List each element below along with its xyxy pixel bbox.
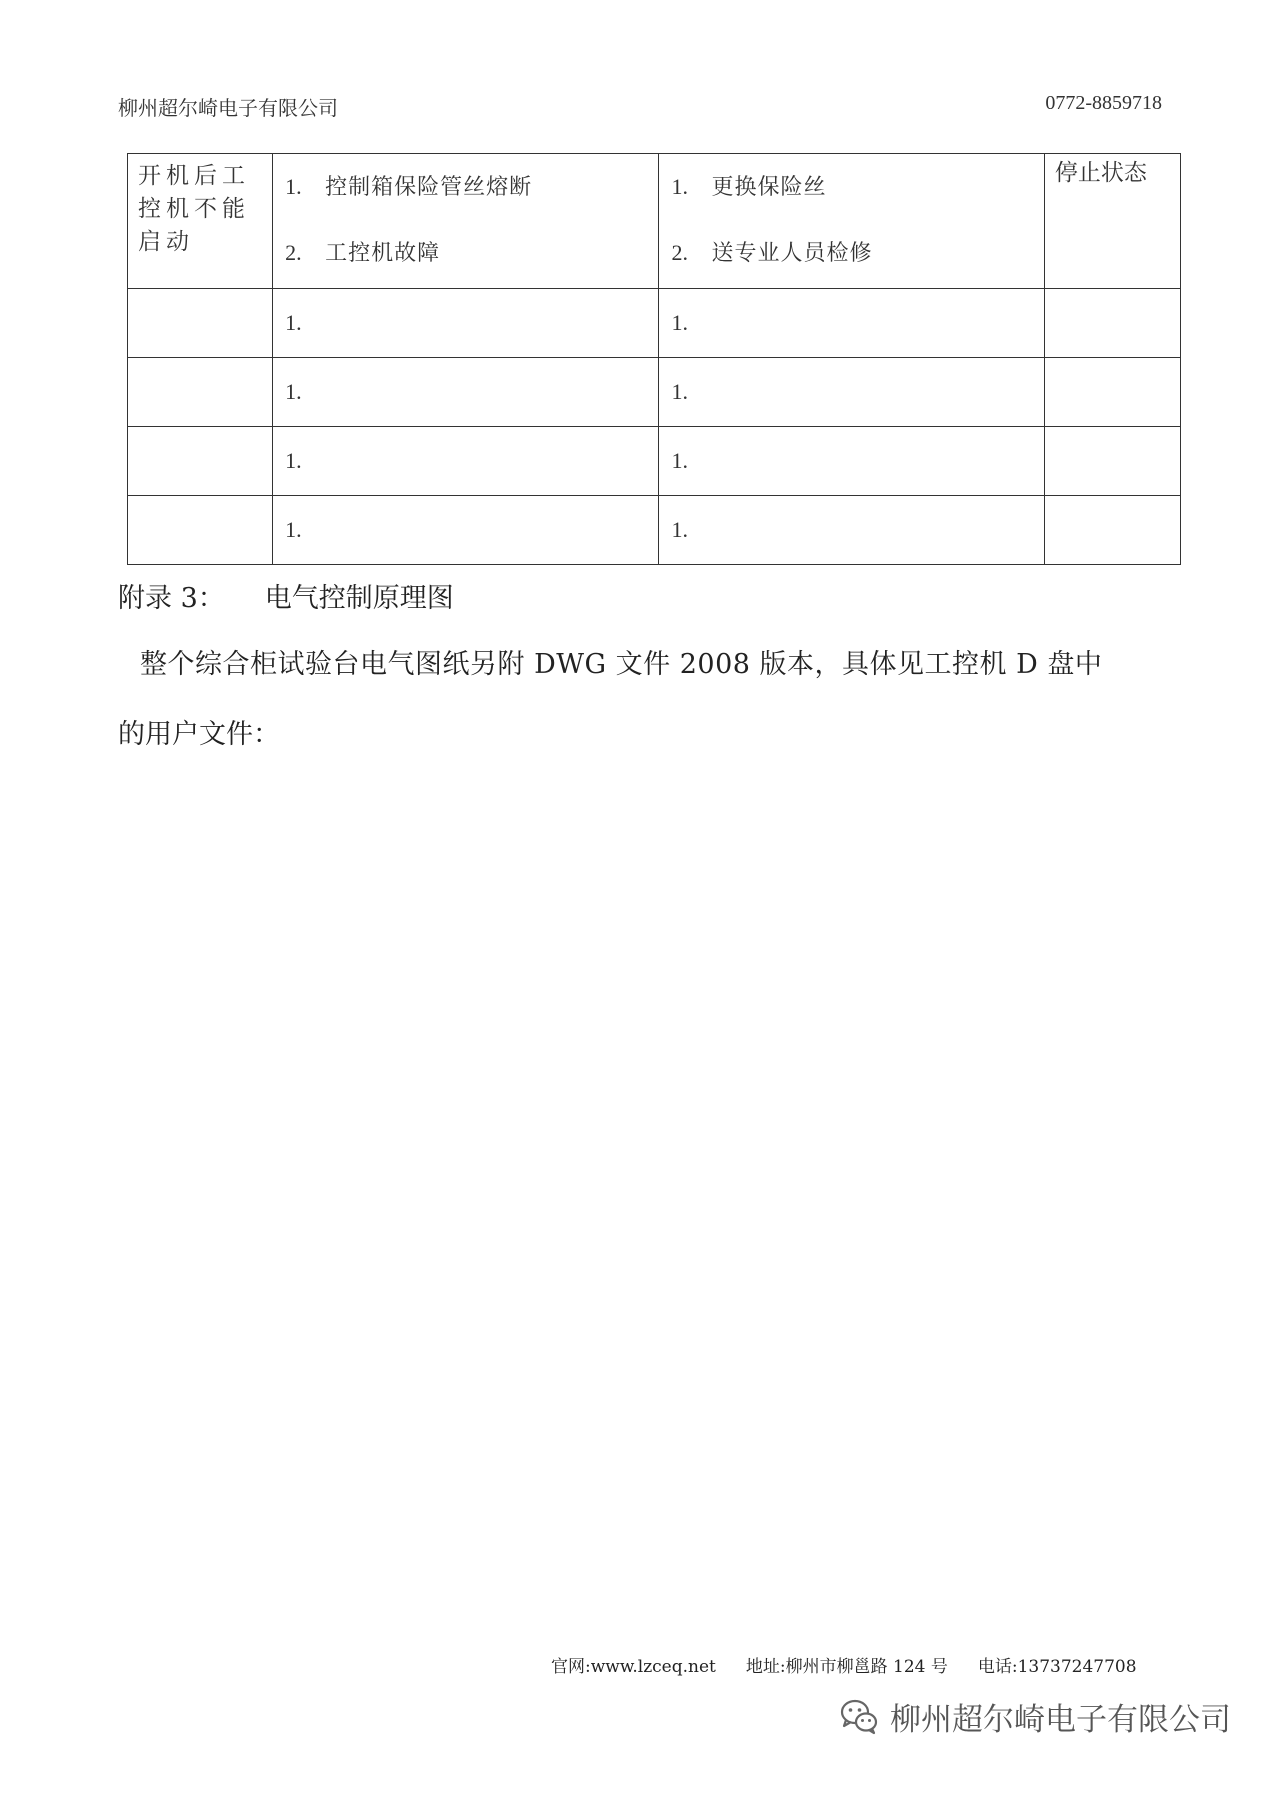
list-item: 1. (285, 310, 302, 335)
wechat-icon (838, 1695, 880, 1737)
body-paragraph (118, 630, 1168, 770)
status-cell (1044, 358, 1180, 427)
list-item: 1. (671, 310, 688, 335)
list-item: 2. 工控机故障 (285, 240, 441, 266)
footer-address: 地址:柳州市柳邕路 124 号 (745, 1657, 948, 1677)
list-item: 1. (285, 379, 302, 404)
table-row (128, 496, 1181, 565)
status-cell (1044, 496, 1180, 565)
appendix-title: 电气控制原理图 (264, 583, 454, 614)
status-cell (1044, 427, 1180, 496)
watermark-text: 柳州超尔崎电子有限公司 (890, 1701, 1231, 1738)
remedy-cell (659, 427, 1044, 496)
symptom-cell (128, 358, 273, 427)
troubleshooting-table (127, 153, 1181, 565)
table-row (128, 289, 1181, 358)
status-cell: 停止状态 (1054, 160, 1147, 186)
cause-cell (273, 154, 659, 289)
footer-website: 官网:www.lzceq.net (551, 1657, 716, 1677)
footer-tel: 电话:13737247708 (977, 1657, 1137, 1677)
table-row (128, 358, 1181, 427)
table-row (128, 154, 1181, 289)
paragraph-line: 的用户文件： (118, 719, 280, 750)
symptom-cell: 开机后工控机不能启动 (138, 163, 250, 255)
table-row (128, 427, 1181, 496)
cause-cell (273, 427, 659, 496)
remedy-cell (659, 358, 1044, 427)
list-item: 1. 更换保险丝 (671, 174, 827, 200)
symptom-cell (128, 289, 273, 358)
page-footer (551, 1652, 1167, 1677)
list-item: 1. (671, 448, 688, 473)
header-phone: 0772-8859718 (1045, 92, 1162, 114)
header-company: 柳州超尔崎电子有限公司 (118, 96, 338, 120)
symptom-cell (128, 427, 273, 496)
remedy-cell (659, 289, 1044, 358)
status-cell (1044, 289, 1180, 358)
list-item: 1. (285, 448, 302, 473)
list-item: 1. (285, 517, 302, 542)
list-item: 1. (671, 379, 688, 404)
appendix-heading (118, 576, 454, 615)
symptom-cell (128, 496, 273, 565)
watermark (838, 1692, 1231, 1740)
cause-cell (273, 289, 659, 358)
cause-cell (273, 496, 659, 565)
list-item: 1. (671, 517, 688, 542)
list-item: 1. 控制箱保险管丝熔断 (285, 174, 533, 200)
appendix-label: 附录 3： (118, 583, 225, 614)
remedy-cell (659, 154, 1044, 289)
remedy-cell (659, 496, 1044, 565)
paragraph-line: 整个综合柜试验台电气图纸另附 DWG 文件 2008 版本，具体见工控机 D 盘中 (140, 649, 1103, 680)
cause-cell (273, 358, 659, 427)
list-item: 2. 送专业人员检修 (671, 240, 873, 266)
